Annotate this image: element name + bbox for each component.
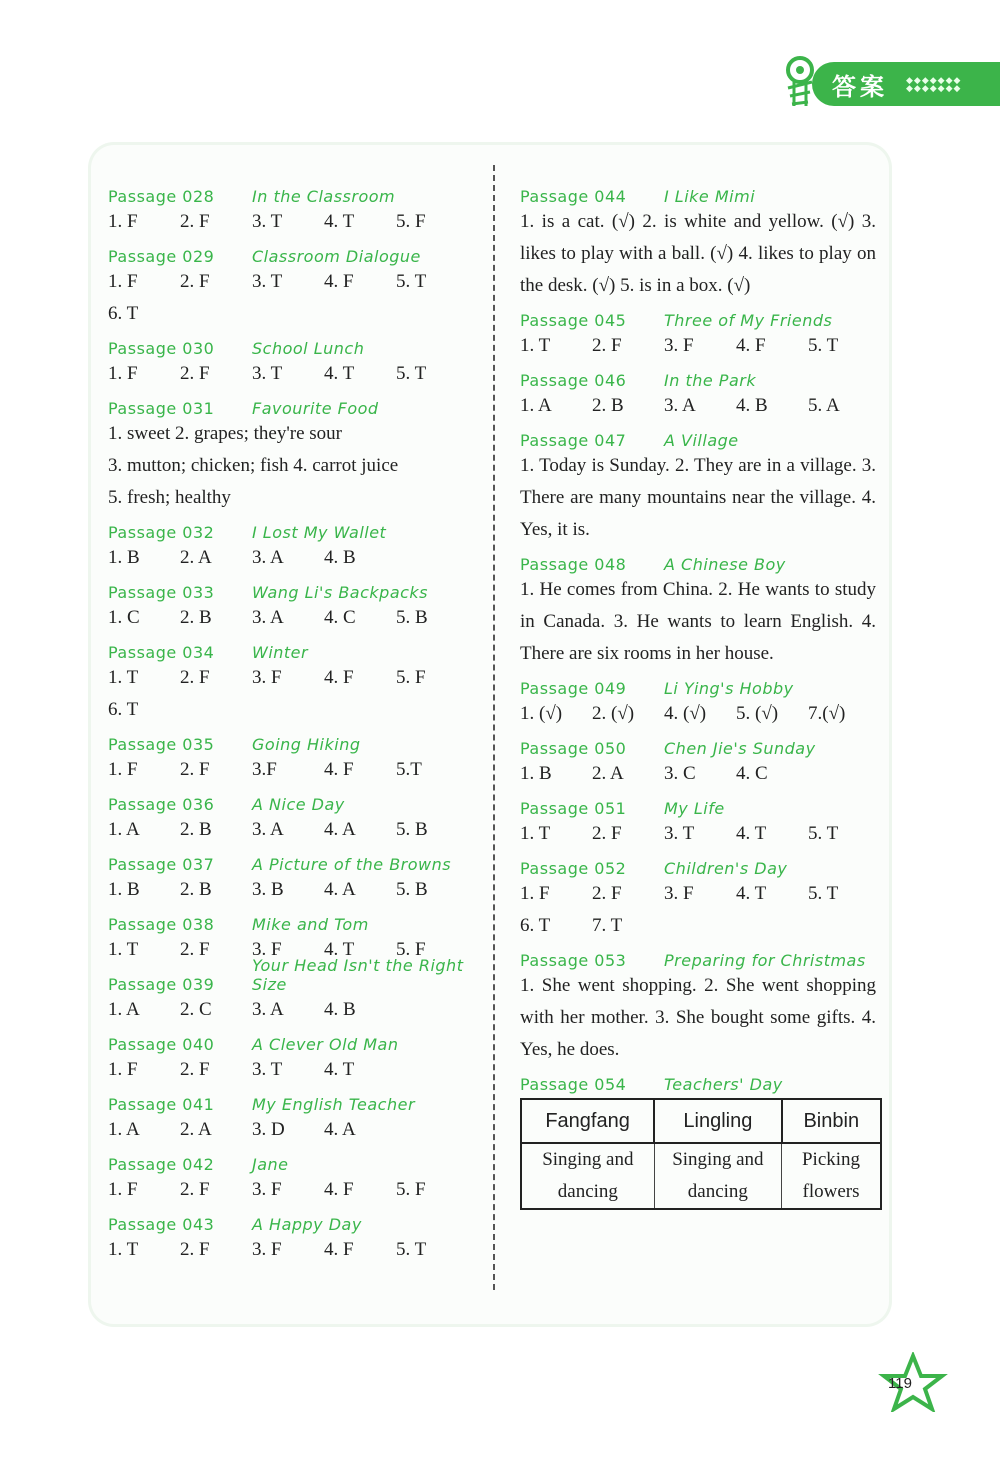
answer-item: 2. F [180,211,210,232]
passage-heading [520,548,876,574]
passage-title: A Village [664,431,739,450]
answer-item: 4. A [324,1119,356,1140]
answer-item: 1. C [108,607,140,628]
table-header-cell: Binbin [782,1099,881,1143]
passage-title: Going Hiking [252,735,361,754]
passage-heading [108,848,473,874]
passage-title: Wang Li's Backpacks [252,583,429,602]
passage-id: Passage 036 [108,795,215,814]
right-answer-column [520,178,876,1210]
answer-item: 2. F [180,1059,210,1080]
passage-title: I Like Mimi [664,187,756,206]
answer-item: 2. B [180,879,212,900]
passage-id: Passage 048 [520,555,627,574]
answer-item: 3. A [664,395,696,416]
answer-row [108,298,473,330]
passage-id: Passage 040 [108,1035,215,1054]
answer-item: 5. T [396,271,427,292]
answer-row [108,1054,473,1086]
answer-item: 5. T [808,335,839,356]
passage-id: Passage 033 [108,583,215,602]
answer-item: 5. A [808,395,840,416]
answer-row [520,330,876,362]
answer-item: 5. B [396,819,428,840]
answer-item: 3. B [252,879,284,900]
answer-text: 1. She went shopping. 2. She went shopping with her mother. 3. She bought some gifts. 4. Yes, he does. [520,975,876,1060]
passage-title: A Picture of the Browns [252,855,452,874]
passage-id: Passage 043 [108,1215,215,1234]
passage-title: I Lost My Wallet [252,523,387,542]
passage-title: A Clever Old Man [252,1035,399,1054]
answer-row [108,814,473,846]
answer-item: 5. F [396,211,426,232]
answer-item: 3. A [252,819,284,840]
answer-item: 1. A [108,999,140,1020]
answer-item: 2. F [180,667,210,688]
passage-title: A Nice Day [252,795,345,814]
passage-heading [108,956,473,994]
passage-heading [108,240,473,266]
passage-title: Chen Jie's Sunday [664,739,816,758]
answer-item: 2. F [180,1239,210,1260]
answer-row [108,1114,473,1146]
passage-title: Favourite Food [252,399,379,418]
answer-item: 2. A [180,1119,212,1140]
passage-heading [520,792,876,818]
passage-id: Passage 050 [520,739,627,758]
answer-row [108,1174,473,1206]
answer-item: 2. B [592,395,624,416]
answer-item: 7. T [592,915,623,936]
answer-row [520,698,876,730]
passage-title: In the Park [664,371,757,390]
answer-item: 3. F [252,667,282,688]
answer-item: 2. F [180,363,210,384]
passage-id: Passage 035 [108,735,215,754]
passage-title: A Happy Day [252,1215,362,1234]
answer-item: 1. F [520,883,550,904]
answer-item: 2. F [180,271,210,292]
answer-item: 3. F [252,939,282,960]
answer-item: 3. F [664,335,694,356]
answer-row [108,874,473,906]
passage-heading [520,852,876,878]
answer-item: 2. F [180,759,210,780]
answer-item: 4. F [324,271,354,292]
answer-item: 3. A [252,607,284,628]
passage-id: Passage 031 [108,399,215,418]
answer-item: 5. F [396,1179,426,1200]
answer-item: 4. A [324,879,356,900]
answer-item: 3. A [252,999,284,1020]
answer-item: 4. T [324,211,355,232]
answer-row [520,910,876,942]
passage-id: Passage 053 [520,951,627,970]
passage-id: Passage 037 [108,855,215,874]
answer-item: 4. B [324,547,356,568]
answer-item: 3. T [664,823,695,844]
passage-id: Passage 049 [520,679,627,698]
passage-title: Your Head Isn't the Right Size [252,956,464,994]
passage-title: In the Classroom [252,187,396,206]
passage-id: Passage 044 [520,187,627,206]
answer-item: 2. (√) [592,703,635,724]
answer-row [108,266,473,298]
answer-item: 6. T [108,303,139,324]
answer-item: 5. F [396,667,426,688]
passage-id: Passage 052 [520,859,627,878]
answer-text: 5. fresh; healthy [108,487,231,508]
answer-row [108,754,473,786]
answer-item: 6. T [108,699,139,720]
passage-id: Passage 032 [108,523,215,542]
page-number: 119 [888,1375,912,1392]
answer-item: 1. B [108,879,140,900]
answer-item: 4. T [736,883,767,904]
answer-text: 1. He comes from China. 2. He wants to study in Canada. 3. He wants to learn English. 4. There are six rooms in her house. [520,579,876,664]
answer-item: 4. F [324,1179,354,1200]
left-answer-column [108,178,473,1266]
passage-title: Teachers' Day [664,1075,783,1094]
passage-title: Mike and Tom [252,915,369,934]
passage-id: Passage 046 [520,371,627,390]
answer-item: 4. T [324,1059,355,1080]
answer-item: 3. C [664,763,696,784]
answer-item: 5. F [396,939,426,960]
answer-item: 1. T [108,939,139,960]
answer-text: 3. mutton; chicken; fish 4. carrot juice [108,455,399,476]
answer-item: 7.(√) [808,703,846,724]
answer-item: 1. F [108,211,138,232]
passage-heading [108,1028,473,1054]
passage-id: Passage 041 [108,1095,215,1114]
answer-item: 3. D [252,1119,285,1140]
answer-item: 1. B [108,547,140,568]
answer-item: 5. T [808,823,839,844]
answer-item: 1. B [520,763,552,784]
answer-item: 4. A [324,819,356,840]
answer-item: 3. F [664,883,694,904]
passage-id: Passage 047 [520,431,627,450]
passage-heading [108,636,473,662]
passage-title: A Chinese Boy [664,555,786,574]
answer-item: 3. A [252,547,284,568]
answer-row [108,662,473,694]
passage-heading [108,180,473,206]
banner-title: 答案 [832,72,888,101]
passage-title: My Life [664,799,725,818]
table-cell: Singing and dancing [521,1143,654,1209]
answer-item: 3. F [252,1239,282,1260]
answer-row [108,542,473,574]
answer-item: 5. T [396,363,427,384]
answer-row [108,358,473,390]
answer-item: 1. F [108,271,138,292]
answer-item: 1. F [108,1059,138,1080]
passage-title: Li Ying's Hobby [664,679,794,698]
answer-row [520,878,876,910]
answer-item: 4. (√) [664,703,707,724]
answer-item: 1. T [520,335,551,356]
table-cell: Picking flowers [782,1143,881,1209]
answer-item: 1. T [520,823,551,844]
answer-item: 1. F [108,759,138,780]
answer-item: 4. C [324,607,356,628]
answer-item: 1. F [108,1179,138,1200]
answer-row [108,206,473,238]
answer-item: 1. T [108,667,139,688]
passage-heading [520,180,876,206]
answer-row [108,1234,473,1266]
column-divider [493,165,495,1290]
passage-heading [108,332,473,358]
answer-item: 5. (√) [736,703,779,724]
answer-row [520,758,876,790]
passage-id: Passage 029 [108,247,215,266]
passage-id: Passage 045 [520,311,627,330]
answer-item: 3. F [252,1179,282,1200]
passage-id: Passage 030 [108,339,215,358]
answer-item: 4. F [324,759,354,780]
passage-heading [108,516,473,542]
answer-item: 4. F [324,667,354,688]
answer-item: 1. A [108,819,140,840]
answer-item: 4. F [736,335,766,356]
answer-item: 2. B [180,819,212,840]
passage-title: School Lunch [252,339,365,358]
passage-heading [108,1148,473,1174]
passage-heading [108,908,473,934]
answer-item: 6. T [520,915,551,936]
answer-item: 4. F [324,1239,354,1260]
answer-item: 4. B [736,395,768,416]
passage-heading [520,672,876,698]
answer-item: 3. T [252,363,283,384]
answer-item: 2. A [180,547,212,568]
answer-item: 2. F [592,823,622,844]
passage-heading [520,944,876,970]
answer-row [108,602,473,634]
answer-text: 1. sweet 2. grapes; they're sour [108,423,342,444]
answer-item: 2. F [180,939,210,960]
answer-item: 1. A [520,395,552,416]
answer-item: 4. T [324,939,355,960]
answer-item: 5. B [396,607,428,628]
answers-table [520,1098,882,1210]
answer-item: 2. A [592,763,624,784]
passage-heading [108,728,473,754]
passage-heading [108,392,473,418]
answer-item: 3. T [252,211,283,232]
answer-text: 1. Today is Sunday. 2. They are in a village. 3. There are many mountains near the village. 4. Yes, it is. [520,455,876,540]
answer-item: 1. (√) [520,703,563,724]
answer-item: 2. B [180,607,212,628]
answer-row [108,994,473,1026]
answer-row [108,694,473,726]
passage-heading [108,1208,473,1234]
answer-item: 5. B [396,879,428,900]
passage-title: Three of My Friends [664,311,833,330]
passage-heading [520,304,876,330]
passage-title: Children's Day [664,859,788,878]
answer-item: 3. T [252,1059,283,1080]
answer-item: 4. C [736,763,768,784]
answer-item: 5. T [396,1239,427,1260]
answer-item: 1. F [108,363,138,384]
passage-heading [108,576,473,602]
answer-item: 2. F [180,1179,210,1200]
table-header-cell: Fangfang [521,1099,654,1143]
answer-item: 4. B [324,999,356,1020]
passage-heading [108,788,473,814]
answer-item: 3.F [252,759,277,780]
dots-decoration-icon: ◆◆◆◆◆◆◆ ◆◆◆◆◆◆◆ [906,75,962,93]
passage-title: Classroom Dialogue [252,247,421,266]
passage-title: Jane [252,1155,289,1174]
passage-heading [520,424,876,450]
answer-banner [812,62,1000,106]
answer-row [520,390,876,422]
answer-item: 5.T [396,759,422,780]
passage-title: Winter [252,643,309,662]
passage-heading [520,1068,876,1094]
table-header-cell: Lingling [654,1099,781,1143]
passage-heading [520,364,876,390]
answer-item: 4. T [324,363,355,384]
answer-item: 2. F [592,335,622,356]
table-cell: Singing and dancing [654,1143,781,1209]
answer-item: 1. T [108,1239,139,1260]
passage-id: Passage 042 [108,1155,215,1174]
passage-id: Passage 039 [108,975,215,994]
answer-item: 1. A [108,1119,140,1140]
passage-title: My English Teacher [252,1095,416,1114]
passage-id: Passage 054 [520,1075,627,1094]
passage-id: Passage 028 [108,187,215,206]
answer-item: 5. T [808,883,839,904]
passage-heading [520,732,876,758]
answer-item: 3. T [252,271,283,292]
answer-row [520,818,876,850]
answer-text: 1. is a cat. (√) 2. is white and yellow. (√) 3. likes to play with a ball. (√) 4. likes to play on the desk. (√) 5. is in a box. (√) [520,211,876,296]
passage-id: Passage 038 [108,915,215,934]
passage-heading [108,1088,473,1114]
passage-id: Passage 034 [108,643,215,662]
answer-item: 2. F [592,883,622,904]
answer-item: 2. C [180,999,212,1020]
passage-id: Passage 051 [520,799,627,818]
answer-item: 4. T [736,823,767,844]
passage-title: Preparing for Christmas [664,951,866,970]
